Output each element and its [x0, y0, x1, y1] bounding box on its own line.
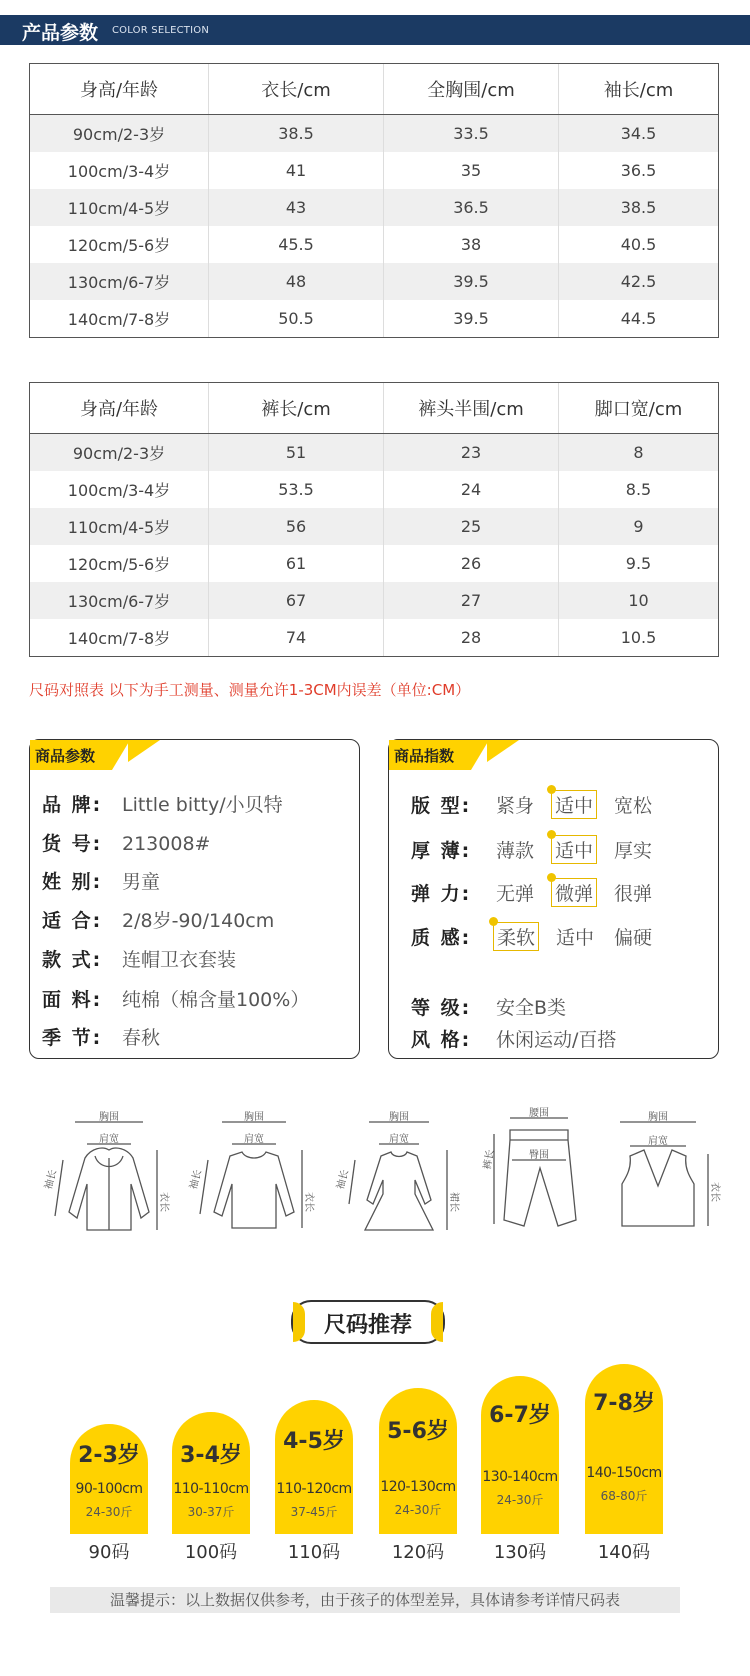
param-value: 春秋	[122, 1027, 161, 1049]
hip-label: 臀围	[529, 1150, 549, 1161]
cell: 130cm/6-7岁	[30, 263, 209, 300]
chest-label: 胸围	[99, 1112, 119, 1123]
tag-tail	[128, 740, 160, 762]
index-key: 版 型:	[411, 795, 472, 817]
table-header	[30, 383, 718, 434]
shoulder-label: 肩宽	[648, 1136, 668, 1147]
index-key: 弹 力:	[411, 883, 472, 905]
top-size-table	[29, 63, 719, 338]
table-row	[30, 189, 718, 226]
param-row	[42, 945, 236, 972]
header-cell: 裤长/cm	[209, 383, 384, 433]
cell: 90cm/2-3岁	[30, 115, 209, 152]
sleeve-label: 袖长	[43, 1168, 60, 1191]
pants-measure-diagram	[478, 1100, 598, 1240]
index-row	[411, 993, 583, 1020]
index-key: 厚 薄:	[411, 840, 472, 862]
param-value: 213008#	[122, 833, 211, 855]
chest-label: 胸围	[389, 1112, 409, 1123]
cell: 61	[209, 545, 384, 582]
cell: 27	[384, 582, 559, 619]
cell: 44.5	[620, 309, 657, 328]
shoulder-label: 肩宽	[99, 1134, 119, 1145]
size-code: 110码	[287, 1542, 341, 1563]
index-option: 偏硬	[614, 927, 653, 949]
param-key: 款 式:	[42, 949, 103, 971]
size-weight: 24-30斤	[85, 1505, 133, 1519]
header-cell: 全胸围/cm	[384, 64, 559, 114]
cell: 23	[384, 434, 559, 471]
size-card	[379, 1388, 457, 1534]
cell: 36.5	[620, 161, 657, 180]
size-age: 7-8岁	[593, 1391, 655, 1416]
vest-measure-diagram	[600, 1100, 720, 1240]
table-row	[30, 471, 718, 508]
size-code: 120码	[391, 1542, 445, 1563]
cell: 10.5	[620, 628, 657, 647]
chest-label: 胸围	[648, 1112, 668, 1123]
section-subtitle: COLOR SELECTION	[112, 25, 210, 36]
section-title: 产品参数	[22, 22, 99, 44]
size-weight: 37-45斤	[290, 1505, 338, 1519]
pants-size-table	[29, 382, 719, 657]
cell: 43	[209, 189, 384, 226]
cell: 110cm/4-5岁	[30, 189, 209, 226]
cell: 51	[209, 434, 384, 471]
measurement-note: 尺码对照表 以下为手工测量、测量允许1-3CM内误差（单位:CM）	[29, 681, 471, 699]
index-option-selected: 柔软	[493, 922, 539, 951]
size-code: 130码	[493, 1542, 547, 1563]
size-height: 110-110cm	[173, 1481, 249, 1497]
sweater-measure-diagram	[188, 1100, 314, 1240]
size-weight: 68-80斤	[600, 1489, 648, 1503]
size-card	[585, 1364, 663, 1534]
param-value: 连帽卫衣套装	[122, 949, 237, 971]
cell: 35	[384, 152, 559, 189]
sleeve-label: 袖长	[335, 1168, 352, 1191]
index-option-selected: 适中	[551, 790, 597, 819]
index-row	[411, 878, 669, 907]
param-key: 品 牌:	[42, 794, 103, 816]
product-params-box	[29, 739, 360, 1059]
cell: 140cm/7-8岁	[30, 619, 209, 656]
warm-tip: 温馨提示：以上数据仅供参考，由于孩子的体型差异，具体请参考详情尺码表	[50, 1587, 680, 1613]
params-title: 商品参数	[35, 747, 96, 765]
size-card	[275, 1400, 353, 1534]
size-height: 140-150cm	[586, 1465, 662, 1481]
table-body	[30, 434, 718, 656]
size-code: 100码	[184, 1542, 238, 1563]
header-cell: 身高/年龄	[30, 64, 209, 114]
index-option: 厚实	[614, 840, 653, 862]
cell: 10	[628, 591, 649, 610]
table-row	[30, 508, 718, 545]
header-cell: 衣长/cm	[209, 64, 384, 114]
cell: 120cm/5-6岁	[30, 545, 209, 582]
header-cell: 身高/年龄	[30, 383, 209, 433]
chest-label: 胸围	[244, 1112, 264, 1123]
index-value: 休闲运动/百搭	[496, 1029, 617, 1051]
param-value: 男童	[122, 871, 161, 893]
size-height: 110-120cm	[276, 1481, 352, 1497]
cell: 48	[209, 263, 384, 300]
param-key: 姓 别:	[42, 871, 103, 893]
size-card	[70, 1424, 148, 1534]
cell: 90cm/2-3岁	[30, 434, 209, 471]
skirt-length-label: 裙长	[448, 1192, 459, 1212]
param-key: 季 节:	[42, 1027, 103, 1049]
table-row	[30, 115, 718, 152]
table-row	[30, 226, 718, 263]
cell: 53.5	[209, 471, 384, 508]
header-cell: 裤头半围/cm	[384, 383, 559, 433]
length-label: 衣长	[158, 1192, 169, 1212]
cell: 110cm/4-5岁	[30, 508, 209, 545]
table-row	[30, 300, 718, 337]
size-card	[172, 1412, 250, 1534]
sleeve-label: 袖长	[188, 1168, 205, 1191]
index-row	[411, 790, 669, 819]
size-age: 4-5岁	[283, 1429, 345, 1454]
table-row	[30, 434, 718, 471]
table-row	[30, 152, 718, 189]
size-code: 90码	[88, 1542, 130, 1563]
index-option: 很弹	[614, 883, 653, 905]
index-option-selected: 微弹	[551, 878, 597, 907]
table-row	[30, 582, 718, 619]
size-age: 5-6岁	[387, 1419, 449, 1444]
size-age: 6-7岁	[489, 1403, 551, 1428]
param-row	[42, 790, 283, 817]
param-key: 面 料:	[42, 989, 103, 1011]
cell: 67	[209, 582, 384, 619]
cell: 56	[209, 508, 384, 545]
cell: 9	[633, 517, 644, 536]
index-option: 无弹	[496, 883, 535, 905]
cell: 39.5	[384, 263, 559, 300]
size-height: 120-130cm	[380, 1479, 456, 1495]
cell: 28	[384, 619, 559, 656]
index-option: 薄款	[496, 840, 535, 862]
cell: 38	[384, 226, 559, 263]
param-row	[42, 985, 309, 1012]
shoulder-label: 肩宽	[389, 1134, 409, 1145]
cell: 140cm/7-8岁	[30, 300, 209, 337]
table-row	[30, 619, 718, 656]
cell: 39.5	[384, 300, 559, 337]
size-recommend-title: 尺码推荐	[323, 1313, 412, 1338]
length-label: 衣长	[303, 1192, 314, 1212]
param-row	[42, 906, 274, 933]
table-row	[30, 263, 718, 300]
cell: 33.5	[384, 115, 559, 152]
index-key: 质 感:	[411, 927, 472, 949]
size-age: 3-4岁	[180, 1443, 242, 1468]
cell: 26	[384, 545, 559, 582]
table-row	[30, 545, 718, 582]
index-option: 紧身	[496, 795, 535, 817]
cell: 8.5	[625, 480, 652, 499]
cell: 100cm/3-4岁	[30, 471, 209, 508]
section-header	[0, 15, 750, 45]
cell: 36.5	[384, 189, 559, 226]
size-weight: 30-37斤	[187, 1505, 235, 1519]
header-cell: 袖长/cm	[603, 80, 674, 101]
cell: 8	[633, 443, 644, 462]
param-key: 适 合:	[42, 910, 103, 932]
index-option: 宽松	[614, 795, 653, 817]
product-index-box	[388, 739, 719, 1059]
pants-length-label: 裤长	[482, 1148, 497, 1171]
cell: 120cm/5-6岁	[30, 226, 209, 263]
size-code: 140码	[597, 1542, 651, 1563]
cell: 38.5	[209, 115, 384, 152]
cell: 50.5	[209, 300, 384, 337]
size-recommend-title-box	[291, 1300, 445, 1344]
index-row	[411, 1025, 633, 1052]
cell: 9.5	[625, 554, 652, 573]
header-cell: 脚口宽/cm	[594, 399, 683, 420]
size-height: 90-100cm	[75, 1481, 143, 1497]
dress-measure-diagram	[335, 1100, 459, 1240]
cell: 42.5	[620, 272, 657, 291]
table-header	[30, 64, 718, 115]
length-label: 衣长	[709, 1182, 720, 1202]
cell: 40.5	[620, 235, 657, 254]
param-value: 2/8岁-90/140cm	[122, 910, 275, 932]
index-key: 风 格:	[411, 1029, 472, 1051]
index-title: 商品指数	[394, 747, 455, 765]
cell: 74	[209, 619, 384, 656]
index-value: 安全B类	[496, 997, 567, 1019]
index-option: 适中	[556, 927, 595, 949]
param-row	[42, 829, 210, 856]
size-weight: 24-30斤	[394, 1503, 442, 1517]
cell: 45.5	[209, 226, 384, 263]
param-value: 纯棉（棉含量100%）	[122, 989, 310, 1011]
table-body	[30, 115, 718, 337]
cell: 41	[209, 152, 384, 189]
cell: 34.5	[620, 124, 657, 143]
tag-tail	[487, 740, 519, 762]
size-weight: 24-30斤	[496, 1493, 544, 1507]
size-height: 130-140cm	[482, 1469, 558, 1485]
index-row	[411, 835, 669, 864]
index-option-selected: 适中	[551, 835, 597, 864]
param-key: 货 号:	[42, 833, 103, 855]
cell: 25	[384, 508, 559, 545]
shoulder-label: 肩宽	[244, 1134, 264, 1145]
index-row	[411, 922, 669, 951]
cell: 130cm/6-7岁	[30, 582, 209, 619]
size-age: 2-3岁	[78, 1443, 140, 1468]
index-key: 等 级:	[411, 997, 472, 1019]
hoodie-measure-diagram	[43, 1100, 169, 1240]
waist-label: 腰围	[529, 1108, 549, 1119]
cell: 100cm/3-4岁	[30, 152, 209, 189]
cell: 38.5	[620, 198, 657, 217]
param-row	[42, 867, 160, 894]
param-row	[42, 1023, 160, 1050]
cell: 24	[384, 471, 559, 508]
size-card	[481, 1376, 559, 1534]
param-value: Little bitty/小贝特	[122, 794, 283, 816]
